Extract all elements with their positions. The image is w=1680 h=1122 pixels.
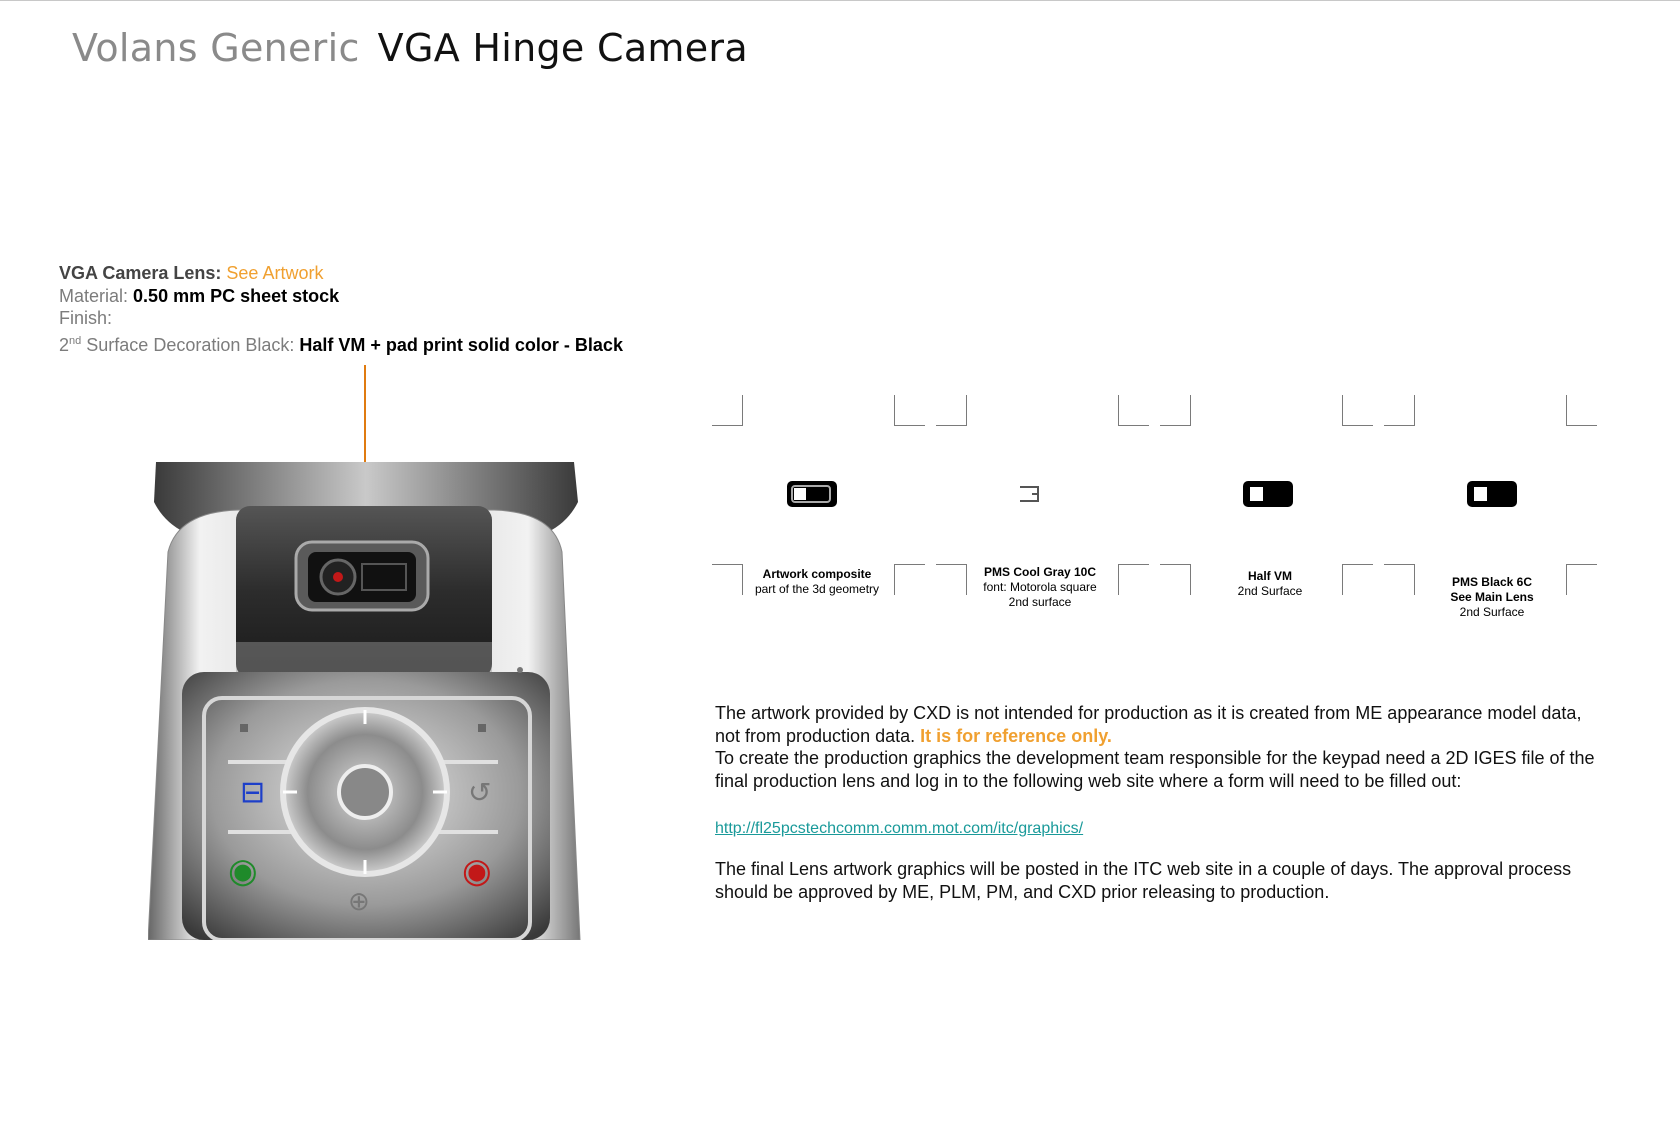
- caption-title: See Main Lens: [1450, 590, 1534, 604]
- spec-deco-num: 2: [59, 334, 70, 355]
- page-title: [72, 26, 748, 70]
- back-key-icon: ↺: [468, 776, 492, 809]
- phone-illustration: [148, 462, 584, 940]
- spec-deco-row: [59, 330, 623, 357]
- lens-spec-block: [59, 262, 623, 356]
- artwork-caption-cool-gray: [983, 565, 1096, 610]
- spec-material-row: [59, 285, 623, 308]
- crop-mark: [936, 564, 967, 595]
- caption-line: part of the 3d geometry: [754, 582, 880, 596]
- crop-mark: [1342, 395, 1373, 426]
- reference-only-note: It is for reference only.: [920, 725, 1112, 746]
- crop-mark: [1384, 395, 1415, 426]
- caption-title: Half VM: [1247, 569, 1292, 583]
- crop-mark: [1566, 395, 1597, 426]
- crop-mark: [1342, 564, 1373, 595]
- title-product: VGA Hinge Camera: [377, 26, 748, 70]
- artwork-caption-pms-black: [1450, 575, 1533, 620]
- crop-mark: [894, 564, 925, 595]
- artwork-caption-half-vm: [1238, 569, 1303, 599]
- title-brand: Volans Generic: [72, 26, 360, 70]
- itc-graphics-link[interactable]: http://fl25pcstechcomm.comm.mot.com/itc/graphics/: [715, 820, 1084, 837]
- note-text: To create the production graphics the development team responsible for the keypad need a 2D IGES file of the final production lens and log in to the following web site where a form will need to be filled out:: [715, 748, 1595, 791]
- note-text: The final Lens artwork graphics will be posted in the ITC web site in a couple of days. The approval process should be approved by ME, PLM, PM, and CXD prior releasing to production.: [715, 859, 1572, 902]
- send-key-icon: ◉: [228, 851, 258, 891]
- browser-key-icon: ⊕: [348, 887, 370, 917]
- crop-mark: [1160, 564, 1191, 595]
- notes-paragraph-2: [715, 858, 1575, 903]
- spec-lens-label: VGA Camera Lens:: [59, 263, 222, 283]
- spec-finish-row: [59, 307, 623, 330]
- spec-material-label: Material:: [59, 285, 129, 306]
- caption-line: 2nd Surface: [1459, 605, 1525, 619]
- caption-line: font: Motorola square: [983, 580, 1097, 594]
- artwork-caption-composite: [755, 567, 879, 597]
- caption-title: PMS Cool Gray 10C: [983, 565, 1097, 579]
- crop-mark: [712, 395, 743, 426]
- spec-material-value: 0.50 mm PC sheet stock: [133, 285, 340, 306]
- spec-deco-value: Half VM + pad print solid color - Black: [299, 334, 623, 355]
- notes-paragraph-1: [715, 702, 1595, 792]
- crop-mark: [1566, 564, 1597, 595]
- crop-mark: [1160, 395, 1191, 426]
- caption-title: Artwork composite: [762, 567, 872, 581]
- see-artwork-link[interactable]: See Artwork: [226, 263, 324, 283]
- caption-title: PMS Black 6C: [1451, 575, 1533, 589]
- nav-center-key: [339, 766, 391, 818]
- crop-mark: [936, 395, 967, 426]
- end-key-icon: ◉: [462, 851, 492, 891]
- spec-finish-label: Finish:: [59, 308, 113, 328]
- spec-deco-sup: nd: [69, 334, 82, 347]
- spec-deco-label: Surface Decoration Black:: [86, 334, 295, 355]
- cool-gray-artwork: [1018, 484, 1042, 504]
- menu-key-icon: ⊟: [240, 775, 266, 810]
- top-rule: [0, 0, 1680, 1]
- crop-mark: [894, 395, 925, 426]
- spec-lens-row: [59, 262, 623, 285]
- crop-mark: [712, 564, 743, 595]
- pms-black-lens: [1466, 480, 1518, 508]
- crop-mark: [1118, 564, 1149, 595]
- artwork-composite-lens: [786, 480, 838, 508]
- note-text: The artwork provided by CXD is not intended for production as it is created from ME appearance model data, not from production data.: [715, 703, 1582, 746]
- crop-mark: [1118, 395, 1149, 426]
- crop-mark: [1384, 564, 1415, 595]
- caption-line: 2nd Surface: [1237, 584, 1303, 598]
- half-vm-lens: [1242, 480, 1294, 508]
- caption-line: 2nd surface: [1008, 595, 1072, 609]
